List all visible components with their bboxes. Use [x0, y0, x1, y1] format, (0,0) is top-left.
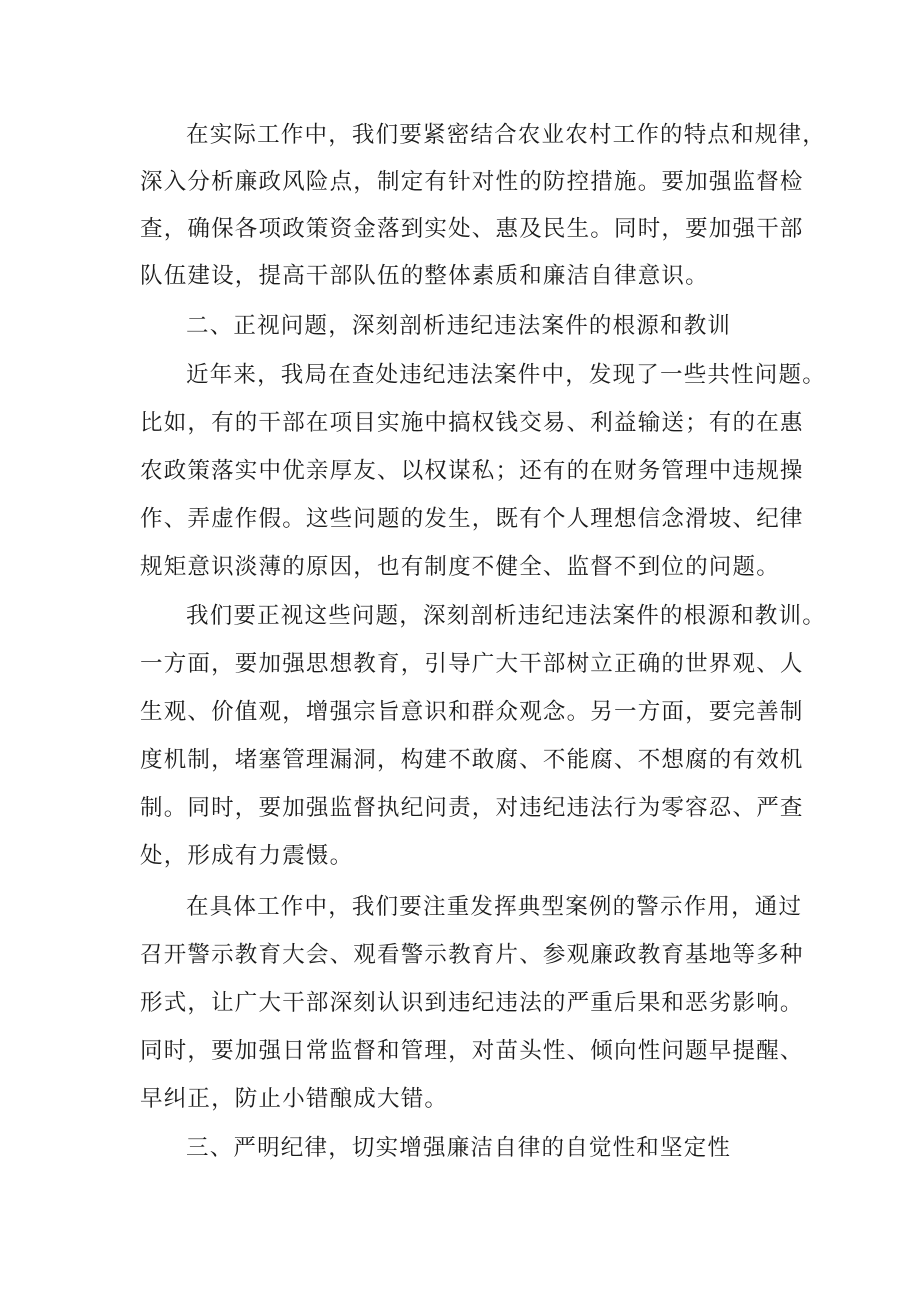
paragraph-2-line-4: 作、弄虚作假。这些问题的发生，既有个人理想信念滑坡、纪律 — [140, 506, 804, 532]
paragraph-3-line-1: 我们要正视这些问题，深刻剖析违纪违法案件的根源和教训。 — [186, 603, 826, 629]
paragraph-2-line-1: 近年来，我局在查处违纪违法案件中，发现了一些共性问题。 — [186, 362, 826, 388]
paragraph-1-line-3: 查，确保各项政策资金落到实处、惠及民生。同时，要加强干部 — [140, 216, 804, 242]
paragraph-4-line-1: 在具体工作中，我们要注重发挥典型案例的警示作用，通过 — [186, 894, 803, 920]
paragraph-3-line-2: 一方面，要加强思想教育，引导广大干部树立正确的世界观、人 — [140, 651, 804, 677]
paragraph-1-line-4: 队伍建设，提高干部队伍的整体素质和廉洁自律意识。 — [140, 263, 709, 289]
paragraph-2-line-2: 比如，有的干部在项目实施中搞权钱交易、利益输送；有的在惠 — [140, 410, 804, 436]
paragraph-3-line-6: 处，形成有力震慑。 — [140, 843, 354, 869]
paragraph-4-line-5: 早纠正，防止小错酿成大错。 — [140, 1086, 449, 1112]
paragraph-4-line-4: 同时，要加强日常监督和管理，对苗头性、倾向性问题早提醒、 — [140, 1038, 804, 1064]
paragraph-2-line-5: 规矩意识淡薄的原因，也有制度不健全、监督不到位的问题。 — [140, 554, 780, 580]
paragraph-4-line-2: 召开警示教育大会、观看警示教育片、参观廉政教育基地等多种 — [140, 942, 804, 968]
paragraph-4-line-3: 形式，让广大干部深刻认识到违纪违法的严重后果和恶劣影响。 — [140, 990, 804, 1016]
section-heading-2: 二、正视问题，深刻剖析违纪违法案件的根源和教训 — [186, 313, 732, 339]
paragraph-3-line-4: 度机制，堵塞管理漏洞，构建不敢腐、不能腐、不想腐的有效机 — [140, 747, 804, 773]
paragraph-3-line-5: 制。同时，要加强监督执纪问责，对违纪违法行为零容忍、严查 — [140, 795, 804, 821]
paragraph-3-line-3: 生观、价值观，增强宗旨意识和群众观念。另一方面，要完善制 — [140, 699, 804, 725]
paragraph-1-line-1: 在实际工作中，我们要紧密结合农业农村工作的特点和规律， — [186, 122, 826, 148]
section-heading-3: 三、严明纪律，切实增强廉洁自律的自觉性和坚定性 — [186, 1135, 732, 1161]
paragraph-1-line-2: 深入分析廉政风险点，制定有针对性的防控措施。要加强监督检 — [140, 169, 804, 195]
paragraph-2-line-3: 农政策落实中优亲厚友、以权谋私；还有的在财务管理中违规操 — [140, 458, 804, 484]
